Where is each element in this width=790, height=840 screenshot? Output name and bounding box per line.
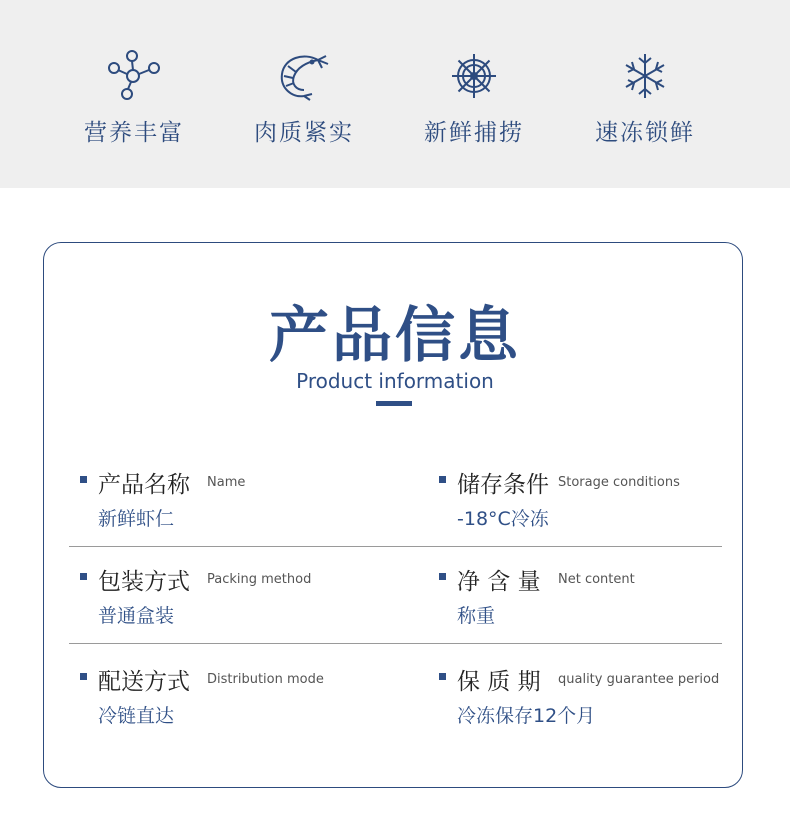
info-value: 新鲜虾仁	[98, 508, 175, 530]
molecule-icon	[104, 50, 164, 102]
bullet-icon	[80, 476, 87, 483]
info-label-en: Storage conditions	[558, 475, 680, 490]
bullet-icon	[80, 573, 87, 580]
info-value: 冷链直达	[98, 705, 175, 727]
info-value: 冷冻保存12个月	[457, 705, 596, 727]
feature-label: 营养丰富	[84, 120, 184, 146]
feature-label: 新鲜捕捞	[424, 120, 524, 146]
info-label: 包装方式	[98, 569, 190, 595]
bullet-icon	[80, 673, 87, 680]
feature-label: 肉质紧实	[254, 120, 354, 146]
info-label-en: quality guarantee period	[558, 672, 720, 687]
feature-nutrition	[49, 50, 219, 147]
snowflake-icon	[615, 50, 675, 102]
bullet-icon	[439, 573, 446, 580]
info-value: -18°C冷冻	[457, 508, 549, 530]
feature-fresh-catch	[389, 50, 559, 147]
bullet-icon	[439, 476, 446, 483]
feature-firm-meat	[219, 50, 389, 147]
info-label: 保 质 期	[457, 669, 541, 695]
row-divider	[69, 643, 722, 644]
info-label-en: Packing method	[207, 572, 312, 587]
info-label-en: Net content	[558, 572, 635, 587]
info-label-en: Name	[207, 475, 246, 490]
title-underline	[376, 401, 412, 406]
info-label: 储存条件	[457, 472, 549, 498]
info-label-en: Distribution mode	[207, 672, 324, 687]
info-value: 称重	[457, 605, 496, 627]
info-label: 配送方式	[98, 669, 190, 695]
ship-wheel-icon	[444, 50, 504, 102]
info-value: 普通盒装	[98, 605, 175, 627]
section-title: 产品信息	[269, 301, 521, 371]
shrimp-icon	[274, 50, 334, 102]
section-subtitle: Product information	[296, 369, 494, 393]
info-label: 净 含 量	[457, 569, 541, 595]
feature-quick-freeze	[560, 50, 730, 147]
bullet-icon	[439, 673, 446, 680]
feature-label: 速冻锁鲜	[595, 120, 695, 146]
info-label: 产品名称	[98, 472, 190, 498]
row-divider	[69, 546, 722, 547]
